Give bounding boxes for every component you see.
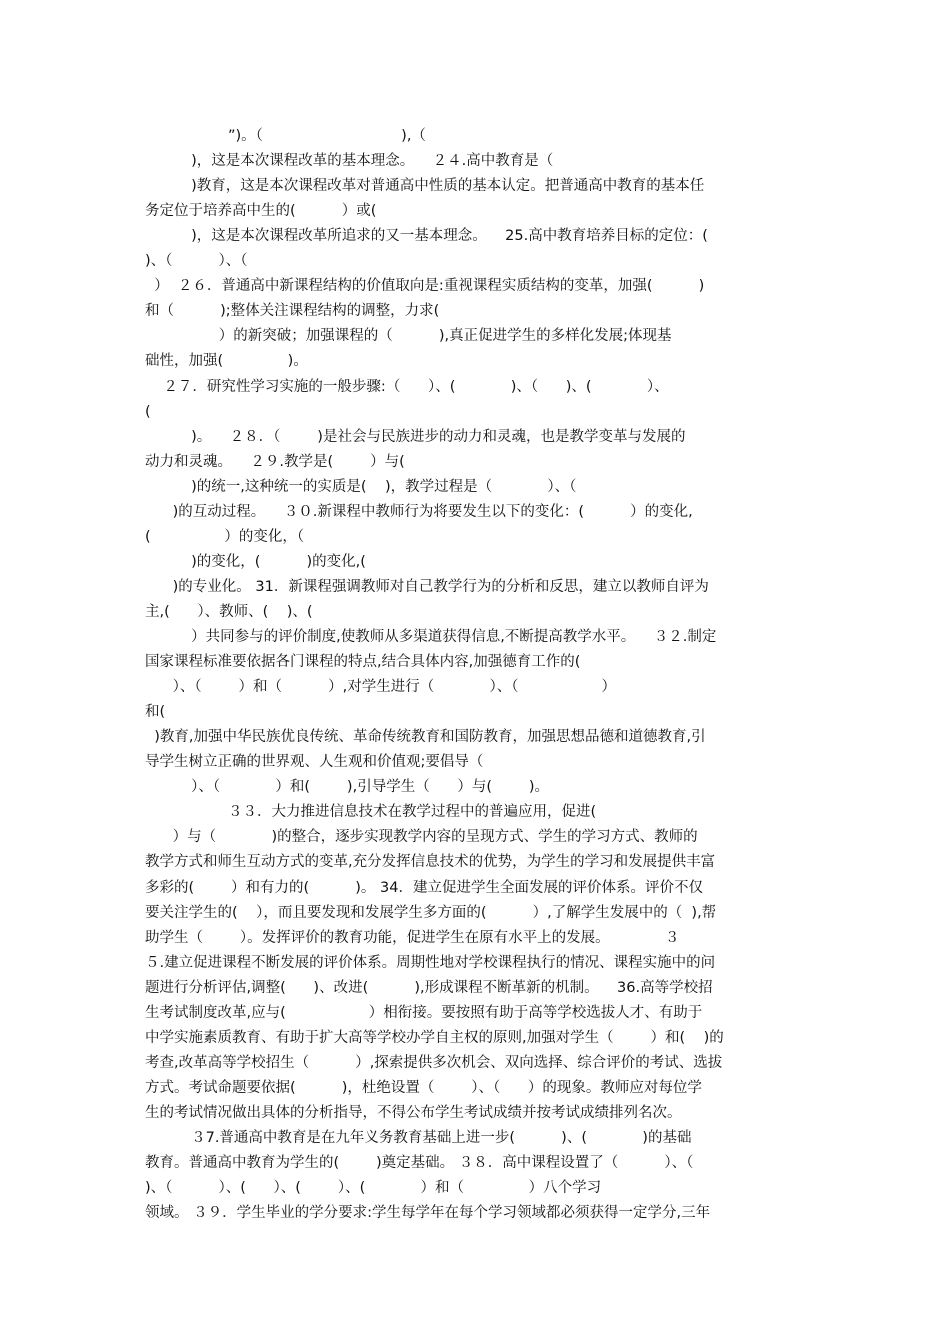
text-line: 和（ );整体关注课程结构的调整，力求( (145, 303, 440, 320)
text-line: ５.建立促进课程不断发展的评价体系。周期性地对学校课程执行的情况、课程实施中的问 (145, 954, 716, 971)
text-line: ( ）的变化，（ (145, 528, 305, 545)
text-line: ）、（ ）和（ ）,对学生进行（ ）、（ ） (145, 679, 617, 696)
text-line: 和( (145, 704, 166, 721)
text-line: ）与（ )的整合，逐步实现教学内容的呈现方式、学生的学习方式、教师的 (145, 829, 698, 846)
text-line: 生考试制度改革,应与( ）相衔接。要按照有助于高等学校选拔人才、有助于 (145, 1004, 703, 1021)
text-line: )的专业化。 31．新课程强调教师对自己教学行为的分析和反思，建立以教师自评为 (145, 578, 709, 595)
text-line: ） ２６．普通高中新课程结构的价值取向是:重视课程实质结构的变革，加强( ) (145, 278, 705, 295)
text-line: )，这是本次课程改革所追求的又一基本理念。 25.高中教育培养目标的定位：( (145, 228, 708, 245)
text-line: 领域。 ３９．学生毕业的学分要求:学生每学年在每个学习领域都必须获得一定学分,三年 (145, 1205, 711, 1222)
text-line: )的统一,这种统一的实质是( )，教学过程是（ ）、（ (145, 478, 577, 495)
text-line: ２７．研究性学习实施的一般步骤:（ ）、( )、（ )、( ）、 (145, 378, 669, 395)
text-line: )。 ２８．（ )是社会与民族进步的动力和灵魂，也是教学变革与发展的 (145, 428, 686, 445)
text-line: 中学实施素质教育、有助于扩大高等学校办学自主权的原则,加强对学生（ ）和( )的 (145, 1029, 724, 1046)
text-line: 务定位于培养高中生的( ）或( (145, 203, 377, 220)
text-line: ３7.普通高中教育是在九年义务教育基础上进一步( )、( )的基础 (145, 1130, 692, 1146)
text-line: 助学生（ ）。发挥评价的教育功能，促进学生在原有水平上的发展。 ３ (145, 929, 680, 946)
text-line: ）、（ ）和( ),引导学生（ ）与( )。 (145, 779, 550, 796)
text-line: 教育。普通高中教育为学生的( )奠定基础。 ３８．高中课程设置了（ ）、（ (145, 1155, 694, 1172)
text-line: 教学方式和师生互动方式的变革,充分发挥信息技术的优势，为学生的学习和发展提供丰富 (145, 854, 716, 871)
text-line: )、（ ）、（ (145, 253, 248, 270)
text-line: ”)。（ ),（ (145, 128, 426, 144)
text-line: 生的考试情况做出具体的分析指导，不得公布学生考试成绩并按考试成绩排列名次。 (145, 1104, 682, 1121)
text-line: )的互动过程。 ３０.新课程中教师行为将要发生以下的变化：( ）的变化, (145, 503, 693, 520)
text-line: 多彩的( ）和有力的( )。 34．建立促进学生全面发展的评价体系。评价不仅 (145, 879, 703, 896)
text-line: ）的新突破；加强课程的（ ),真正促进学生的多样化发展;体现基 (145, 328, 672, 345)
text-line: 国家课程标准要依据各门课程的特点,结合具体内容,加强德育工作的( (145, 654, 581, 671)
text-line: 要关注学生的( ），而且要发现和发展学生多方面的( ）,了解学生发展中的（ ),帮 (145, 904, 717, 921)
text-line: 主,( ）、教师、( )、( (145, 603, 313, 620)
text-line: ）共同参与的评价制度,使教师从多渠道获得信息,不断提高教学水平。 ３２.制定 (145, 629, 717, 645)
text-line: ( (145, 403, 151, 420)
text-line: )、（ ）、( ）、( ）、( ）和（ ）八个学习 (145, 1180, 602, 1197)
text-line: 考查,改革高等学校招生（ ）,探索提供多次机会、双向选择、综合评价的考试、选拔 (145, 1054, 723, 1071)
text-line: )，这是本次课程改革的基本理念。 ２４.高中教育是（ (145, 153, 554, 170)
text-line: 题进行分析评估,调整( )、改进( ),形成课程不断革新的机制。 36.高等学校招 (145, 979, 713, 996)
text-line: 动力和灵魂。 ２９.教学是( ）与( (145, 453, 405, 470)
text-line: 础性，加强( )。 (145, 353, 308, 370)
text-line: )教育，这是本次课程改革对普通高中性质的基本认定。把普通高中教育的基本任 (145, 178, 705, 195)
text-line: 方式。考试命题要依据( )，杜绝设置（ ）、（ ）的现象。教师应对每位学 (145, 1079, 702, 1096)
text-line: ３３．大力推进信息技术在教学过程中的普遍应用，促进( (145, 804, 597, 821)
text-line: 导学生树立正确的世界观、人生观和价值观;要倡导（ (145, 754, 484, 771)
text-line: )教育,加强中华民族优良传统、革命传统教育和国防教育，加强思想品德和道德教育,引 (145, 729, 706, 746)
text-line: )的变化，( )的变化,( (145, 553, 366, 570)
